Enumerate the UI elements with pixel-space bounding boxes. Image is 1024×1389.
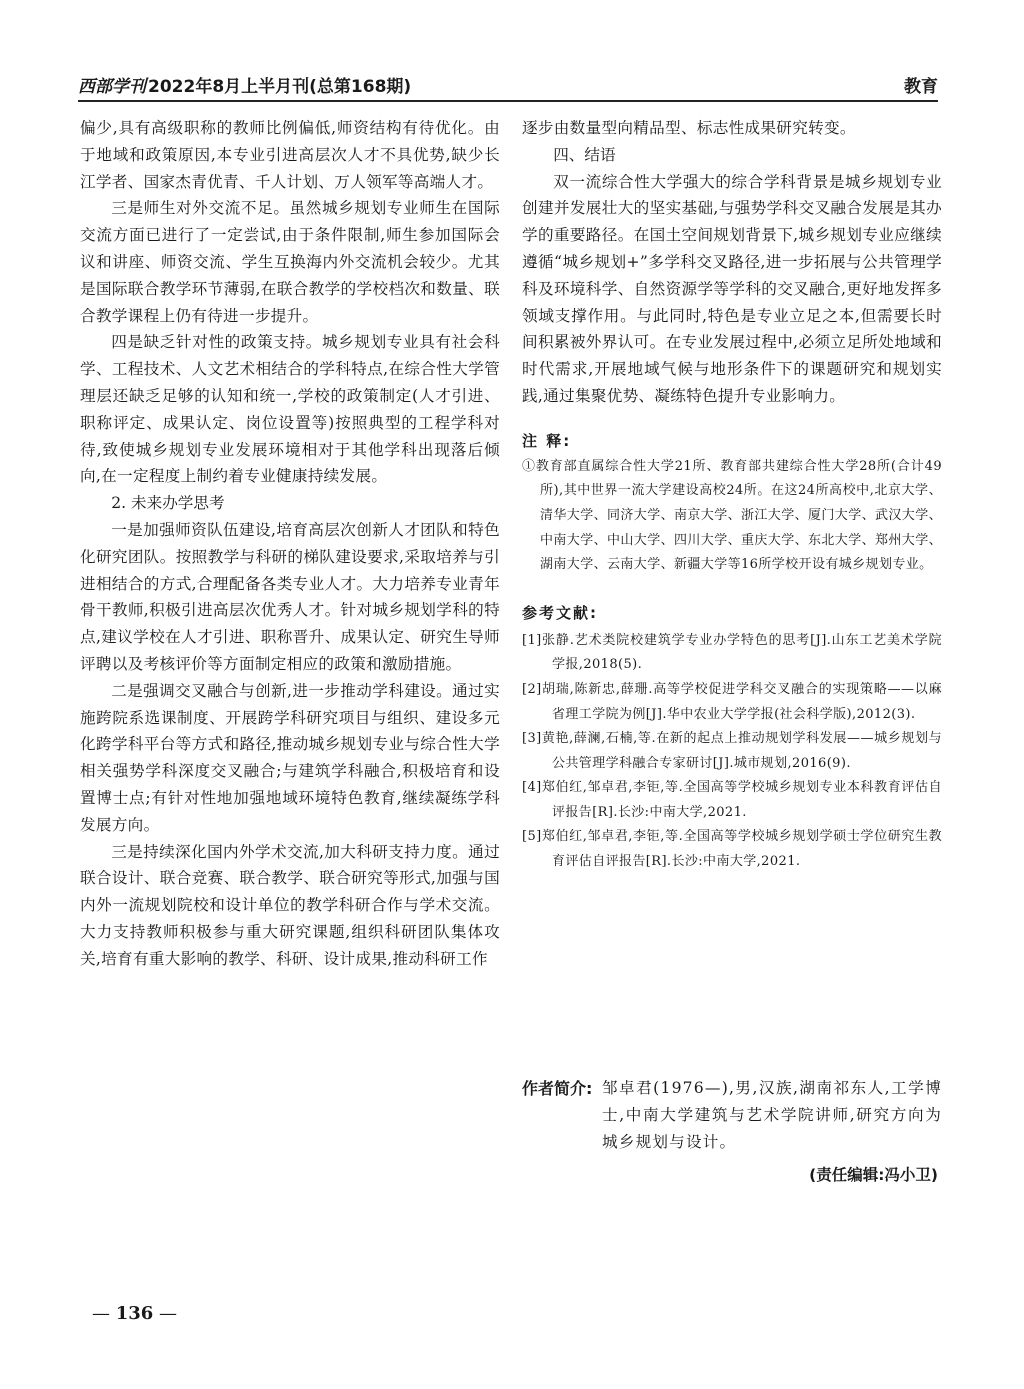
reference-item: [1]张静.艺术类院校建筑学专业办学特色的思考[J].山东工艺美术学院学报,2018(5). <box>522 632 942 673</box>
reference-item: [5]郑伯红,邹卓君,李钜,等.全国高等学校城乡规划学硕士学位研究生教育评估自评报告[R].长沙:中南大学,2021. <box>522 829 942 870</box>
paragraph: 逐步由数量型向精品型、标志性成果研究转变。 <box>522 119 856 137</box>
section-heading: 四、结语 <box>553 145 616 164</box>
references-list <box>522 629 942 875</box>
author-bio <box>522 1075 942 1156</box>
paragraph: 二是强调交叉融合与创新,进一步推动学科建设。通过实施跨院系选课制度、开展跨学科研究项目与组织、建设多元化跨学科平台等方式和路径,推动城乡规划专业与综合性大学相关强势学科深度交叉融合;与建筑学科融合,积极培育和设置博士点;有针对性地加强地域环境特色教育,继续凝练学科发展方向。 <box>80 681 500 834</box>
paragraph: 四是缺乏针对性的政策支持。城乡规划专业具有社会科学、工程技术、人文艺术相结合的学科特点,在综合性大学管理层还缺乏足够的认知和统一,学校的政策制定(人才引进、职称评定、成果认定、岗位设置等)按照典型的工程学科对待,致使城乡规划专业发展环境相对于其他学科出现落后倾向,在一定程度上制约着专业健康持续发展。 <box>80 333 500 486</box>
paragraph: 三是师生对外交流不足。虽然城乡规划专业师生在国际交流方面已进行了一定尝试,由于条件限制,师生参加国际会议和讲座、师资交流、学生互换海内外交流机会较少。尤其是国际联合教学环节薄弱,在联合教学的学校档次和数量、联合教学课程上仍有待进一步提升。 <box>80 199 500 325</box>
right-column-body <box>522 115 942 410</box>
journal-issue: 2022年8月上半月刊(总第168期) <box>148 77 412 97</box>
author-text: 邹卓君(1976—),男,汉族,湖南祁东人,工学博士,中南大学建筑与艺术学院讲师,研究方向为城乡规划与设计。 <box>602 1079 942 1151</box>
reference-item: [4]郑伯红,邹卓君,李钜,等.全国高等学校城乡规划专业本科教育评估自评报告[R].长沙:中南大学,2021. <box>522 780 942 820</box>
paragraph: 一是加强师资队伍建设,培育高层次创新人才团队和特色化研究团队。按照教学与科研的梯队建设要求,采取培养与引进相结合的方式,合理配备各类专业人才。大力培养专业青年骨干教师,积极引进高层次优秀人才。针对城乡规划学科的特点,建议学校在人才引进、职称晋升、成果认定、研究生导师评聘以及考核评价等方面制定相应的政策和激励措施。 <box>80 520 500 673</box>
section-heading: 2. 未来办学思考 <box>111 494 225 513</box>
responsible-editor: (责任编辑:冯小卫) <box>809 1166 938 1184</box>
reference-item: [2]胡瑞,陈新忠,薛珊.高等学校促进学科交叉融合的实现策略——以麻省理工学院为例[J].华中农业大学学报(社会科学版),2012(3). <box>522 681 942 722</box>
notes-title: 注 释: <box>522 431 572 450</box>
references-title: 参考文献: <box>522 603 598 622</box>
section-name: 教育 <box>904 77 938 97</box>
paragraph: 三是持续深化国内外学术交流,加大科研支持力度。通过联合设计、联合竞赛、联合教学、联合研究等形式,加强与国内外一流规划院校和设计单位的教学科研合作与学术交流。大力支持教师积极参与重大研究课题,组织科研团队集体攻关,培育有重大影响的教学、科研、设计成果,推动科研工作 <box>80 842 500 968</box>
reference-item: [3]黄艳,薛澜,石楠,等.在新的起点上推动规划学科发展——城乡规划与公共管理学科融合专家研讨[J].城市规划,2016(9). <box>522 731 942 771</box>
running-header <box>78 66 938 102</box>
author-label: 作者简介: <box>522 1079 593 1098</box>
right-column <box>522 115 942 875</box>
page-footer: — 136 — <box>92 1303 178 1324</box>
left-column <box>80 115 500 973</box>
journal-logo: 西部学刊 <box>78 77 146 97</box>
paragraph: 偏少,具有高级职称的教师比例偏低,师资结构有待优化。由于地域和政策原因,本专业引进高层次人才不具优势,缺少长江学者、国家杰青优青、千人计划、万人领军等高端人才。 <box>80 119 500 191</box>
paragraph: 双一流综合性大学强大的综合学科背景是城乡规划专业创建并发展壮大的坚实基础,与强势学科交叉融合发展是其办学的重要路径。在国土空间规划背景下,城乡规划专业应继续遵循“城乡规划+”多学科交叉路径,进一步拓展与公共管理学科及环境科学、自然资源学等学科的交叉融合,更好地发挥多领域支撑作用。与此同时,特色是专业立足之本,但需要长时间积累被外界认可。在专业发展过程中,必须立足所处地域和时代需求,开展地域气候与地形条件下的课题研究和规划实践,通过集聚优势、凝练特色提升专业影响力。 <box>522 172 942 405</box>
notes-list <box>522 455 942 578</box>
note-item: ①教育部直属综合性大学21所、教育部共建综合性大学28所(合计49所),其中世界一流大学建设高校24所。在这24所高校中,北京大学、清华大学、同济大学、南京大学、浙江大学、厦门大学、武汉大学、中南大学、中山大学、四川大学、重庆大学、东北大学、郑州大学、湖南大学、云南大学、新疆大学等16所学校开设有城乡规划专业。 <box>522 458 943 573</box>
journal-title <box>78 72 411 97</box>
page-number: 136 <box>115 1303 154 1324</box>
